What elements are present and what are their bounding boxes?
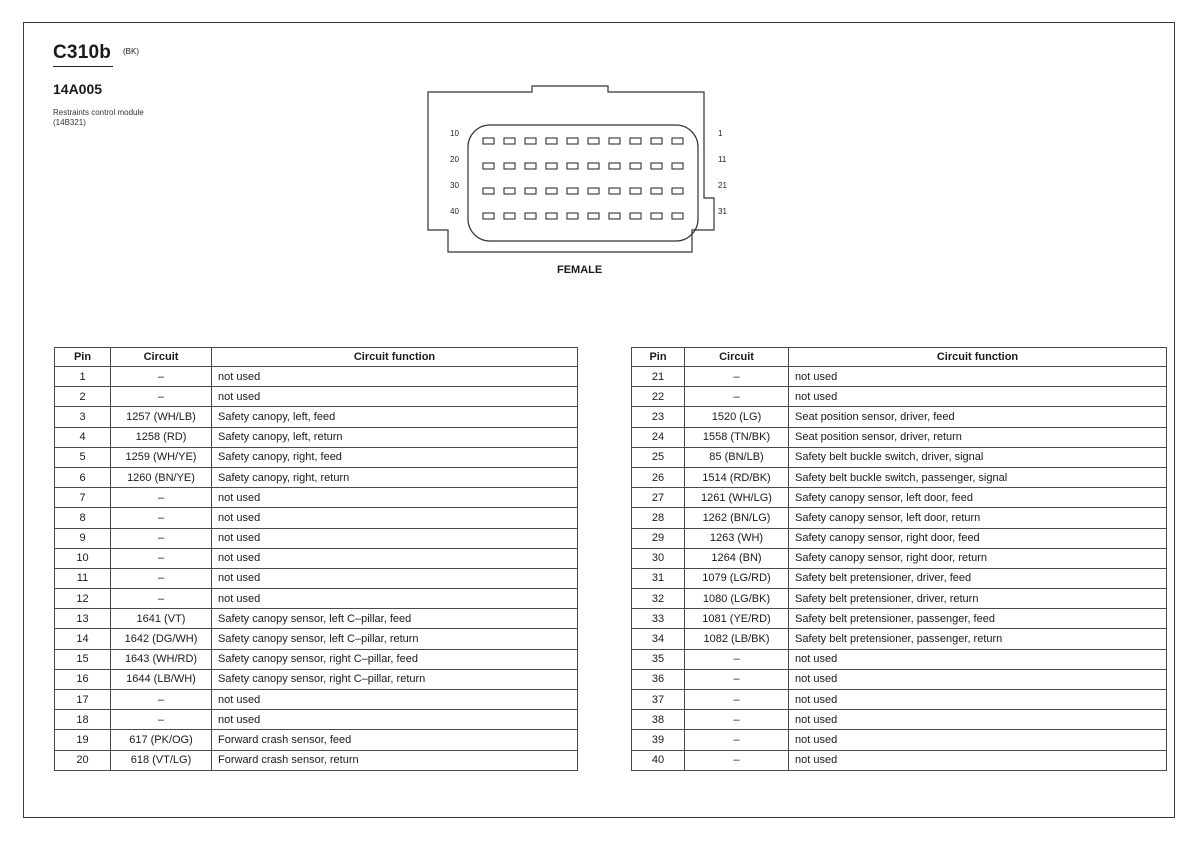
row-label-left: 40 [450, 207, 459, 216]
pin-cavity [525, 163, 536, 169]
function-cell: Safety canopy sensor, left door, feed [789, 488, 1167, 508]
function-cell: Safety belt pretensioner, driver, return [789, 589, 1167, 609]
function-cell: Safety belt pretensioner, passenger, feed [789, 609, 1167, 629]
pin-cell: 9 [55, 528, 111, 548]
pin-cavity [672, 213, 683, 219]
pin-cavity [567, 188, 578, 194]
table-row [55, 508, 578, 528]
pin-cavity [651, 188, 662, 194]
pin-cavity [672, 138, 683, 144]
table-row [632, 447, 1167, 467]
function-cell: not used [789, 750, 1167, 770]
table-row [632, 508, 1167, 528]
table-row [632, 367, 1167, 387]
table-row [632, 690, 1167, 710]
pin-cavity [672, 188, 683, 194]
connector-id: C310b [53, 42, 112, 63]
circuit-cell: 1263 (WH) [685, 528, 789, 548]
function-cell: Safety canopy, right, return [212, 467, 578, 487]
function-cell: Safety canopy sensor, left C–pillar, return [212, 629, 578, 649]
table-row [55, 750, 578, 770]
pin-cell: 29 [632, 528, 685, 548]
table-row [55, 548, 578, 568]
circuit-cell: 1644 (LB/WH) [111, 669, 212, 689]
pin-cell: 10 [55, 548, 111, 568]
circuit-cell: 1514 (RD/BK) [685, 467, 789, 487]
pin-cavity [630, 188, 641, 194]
circuit-cell: 618 (VT/LG) [111, 750, 212, 770]
pin-cavity [630, 138, 641, 144]
pin-cell: 31 [632, 568, 685, 588]
pin-cell: 39 [632, 730, 685, 750]
pin-cavity [651, 163, 662, 169]
module-description: Restraints control module (14B321) [53, 108, 144, 127]
connector-diagram [420, 80, 727, 265]
pin-cavity [546, 213, 557, 219]
table-row [55, 710, 578, 730]
function-cell: not used [212, 589, 578, 609]
table-header-row [632, 348, 1167, 367]
table-row [55, 649, 578, 669]
function-cell: not used [789, 730, 1167, 750]
connector-color-code: (BK) [123, 47, 139, 56]
function-cell: not used [789, 649, 1167, 669]
table-row [632, 730, 1167, 750]
circuit-cell: – [111, 710, 212, 730]
row-label-left: 20 [450, 155, 459, 164]
pin-table-left [54, 347, 578, 771]
function-cell: Seat position sensor, driver, return [789, 427, 1167, 447]
table-row [55, 589, 578, 609]
circuit-cell: – [685, 730, 789, 750]
header-function: Circuit function [212, 348, 578, 367]
circuit-cell: 1082 (LB/BK) [685, 629, 789, 649]
function-cell: Safety belt buckle switch, passenger, signal [789, 467, 1167, 487]
function-cell: Safety canopy, right, feed [212, 447, 578, 467]
header-circuit: Circuit [111, 348, 212, 367]
pin-cell: 12 [55, 589, 111, 609]
circuit-cell: 1260 (BN/YE) [111, 467, 212, 487]
table-row [55, 730, 578, 750]
function-cell: Safety canopy sensor, left door, return [789, 508, 1167, 528]
title-underline [53, 66, 113, 67]
table-row [632, 528, 1167, 548]
pin-cell: 17 [55, 690, 111, 710]
circuit-cell: 1642 (DG/WH) [111, 629, 212, 649]
pin-cell: 27 [632, 488, 685, 508]
table-row [55, 387, 578, 407]
function-cell: Safety canopy sensor, right door, return [789, 548, 1167, 568]
circuit-cell: 1558 (TN/BK) [685, 427, 789, 447]
circuit-cell: 85 (BN/LB) [685, 447, 789, 467]
pin-cell: 6 [55, 467, 111, 487]
pin-cavity [504, 188, 515, 194]
pin-cavity [546, 188, 557, 194]
pin-cell: 7 [55, 488, 111, 508]
pin-cavity [588, 213, 599, 219]
pin-cell: 37 [632, 690, 685, 710]
table-row [55, 528, 578, 548]
pin-cavity [609, 188, 620, 194]
circuit-cell: 1261 (WH/LG) [685, 488, 789, 508]
pin-cavity [651, 138, 662, 144]
pin-cell: 33 [632, 609, 685, 629]
row-label-right: 31 [718, 207, 727, 216]
row-label-right: 1 [718, 129, 723, 138]
function-cell: Safety canopy, left, feed [212, 407, 578, 427]
pin-cavity [630, 213, 641, 219]
function-cell: Safety canopy sensor, right C–pillar, return [212, 669, 578, 689]
table-row [55, 629, 578, 649]
function-cell: not used [212, 367, 578, 387]
function-cell: not used [212, 387, 578, 407]
pin-cavity [525, 138, 536, 144]
table-row [55, 467, 578, 487]
circuit-cell: – [111, 528, 212, 548]
function-cell: Safety canopy sensor, right C–pillar, feed [212, 649, 578, 669]
connector-cavity [468, 125, 698, 241]
pin-cell: 20 [55, 750, 111, 770]
pin-cell: 24 [632, 427, 685, 447]
function-cell: not used [212, 710, 578, 730]
header-function: Circuit function [789, 348, 1167, 367]
pin-cell: 2 [55, 387, 111, 407]
table-row [632, 649, 1167, 669]
pin-cell: 8 [55, 508, 111, 528]
pin-cell: 4 [55, 427, 111, 447]
circuit-cell: – [111, 568, 212, 588]
circuit-cell: 1262 (BN/LG) [685, 508, 789, 528]
table-row [55, 568, 578, 588]
pin-cell: 15 [55, 649, 111, 669]
pin-cavity [483, 213, 494, 219]
table-row [55, 447, 578, 467]
function-cell: not used [789, 367, 1167, 387]
table-row [632, 568, 1167, 588]
function-cell: Safety belt pretensioner, driver, feed [789, 568, 1167, 588]
circuit-cell: 1264 (BN) [685, 548, 789, 568]
pin-cavity [588, 163, 599, 169]
pin-cell: 25 [632, 447, 685, 467]
circuit-cell: 617 (PK/OG) [111, 730, 212, 750]
pin-cavity [546, 138, 557, 144]
function-cell: not used [212, 528, 578, 548]
pin-cavity [609, 163, 620, 169]
circuit-cell: – [685, 710, 789, 730]
function-cell: not used [789, 690, 1167, 710]
circuit-cell: – [111, 589, 212, 609]
circuit-cell: 1257 (WH/LB) [111, 407, 212, 427]
table-row [632, 548, 1167, 568]
pin-cavity [504, 138, 515, 144]
function-cell: not used [212, 488, 578, 508]
circuit-cell: – [685, 649, 789, 669]
function-cell: Forward crash sensor, return [212, 750, 578, 770]
circuit-cell: – [111, 387, 212, 407]
pin-cell: 28 [632, 508, 685, 528]
function-cell: not used [789, 669, 1167, 689]
pin-cell: 19 [55, 730, 111, 750]
pin-cell: 26 [632, 467, 685, 487]
pin-cavity [483, 188, 494, 194]
function-cell: not used [212, 568, 578, 588]
table-row [632, 407, 1167, 427]
circuit-cell: – [111, 548, 212, 568]
circuit-cell: 1643 (WH/RD) [111, 649, 212, 669]
pin-cavity [546, 163, 557, 169]
function-cell: not used [789, 710, 1167, 730]
pin-cell: 1 [55, 367, 111, 387]
pin-cell: 38 [632, 710, 685, 730]
table-row [632, 609, 1167, 629]
pin-cell: 34 [632, 629, 685, 649]
circuit-cell: 1641 (VT) [111, 609, 212, 629]
header-circuit: Circuit [685, 348, 789, 367]
pin-cell: 30 [632, 548, 685, 568]
header-pin: Pin [55, 348, 111, 367]
part-number: 14A005 [53, 81, 103, 97]
table-row [55, 407, 578, 427]
function-cell: not used [212, 690, 578, 710]
pin-cavity [630, 163, 641, 169]
pin-cavity [588, 188, 599, 194]
pin-cell: 40 [632, 750, 685, 770]
table-row [632, 427, 1167, 447]
pin-cell: 23 [632, 407, 685, 427]
row-label-left: 30 [450, 181, 459, 190]
pin-cavity [567, 213, 578, 219]
pin-cell: 13 [55, 609, 111, 629]
table-row [632, 387, 1167, 407]
pin-cavity [567, 138, 578, 144]
circuit-cell: – [685, 750, 789, 770]
pin-cell: 32 [632, 589, 685, 609]
table-row [632, 488, 1167, 508]
table-row [55, 427, 578, 447]
circuit-cell: – [685, 669, 789, 689]
table-row [632, 629, 1167, 649]
circuit-cell: 1258 (RD) [111, 427, 212, 447]
pin-cell: 35 [632, 649, 685, 669]
table-row [632, 589, 1167, 609]
pin-cavity [483, 163, 494, 169]
circuit-cell: 1259 (WH/YE) [111, 447, 212, 467]
circuit-cell: – [685, 367, 789, 387]
pin-cavity [609, 138, 620, 144]
pin-cell: 3 [55, 407, 111, 427]
table-header-row [55, 348, 578, 367]
pin-cell: 36 [632, 669, 685, 689]
pin-cell: 22 [632, 387, 685, 407]
circuit-cell: – [685, 387, 789, 407]
pin-cavity [588, 138, 599, 144]
connector-gender-label: FEMALE [557, 264, 603, 276]
pin-cell: 21 [632, 367, 685, 387]
function-cell: Forward crash sensor, feed [212, 730, 578, 750]
circuit-cell: 1520 (LG) [685, 407, 789, 427]
pin-cell: 11 [55, 568, 111, 588]
pin-cavity [504, 163, 515, 169]
circuit-cell: – [111, 488, 212, 508]
pin-cavity [504, 213, 515, 219]
pin-table-right [631, 347, 1167, 771]
header-pin: Pin [632, 348, 685, 367]
function-cell: Safety belt pretensioner, passenger, return [789, 629, 1167, 649]
function-cell: Safety canopy sensor, right door, feed [789, 528, 1167, 548]
table-row [55, 690, 578, 710]
function-cell: Seat position sensor, driver, feed [789, 407, 1167, 427]
pin-cavity [483, 138, 494, 144]
function-cell: not used [212, 508, 578, 528]
table-row [632, 669, 1167, 689]
pin-cavity [525, 188, 536, 194]
function-cell: Safety canopy, left, return [212, 427, 578, 447]
row-label-right: 11 [718, 155, 727, 164]
table-row [55, 367, 578, 387]
table-row [55, 609, 578, 629]
circuit-cell: – [111, 367, 212, 387]
table-row [55, 488, 578, 508]
circuit-cell: – [685, 690, 789, 710]
pin-cell: 16 [55, 669, 111, 689]
table-row [632, 750, 1167, 770]
function-cell: not used [212, 548, 578, 568]
circuit-cell: 1079 (LG/RD) [685, 568, 789, 588]
circuit-cell: – [111, 690, 212, 710]
pin-cavity [525, 213, 536, 219]
function-cell: not used [789, 387, 1167, 407]
row-label-left: 10 [450, 129, 459, 138]
function-cell: Safety belt buckle switch, driver, signal [789, 447, 1167, 467]
pin-cavity [609, 213, 620, 219]
table-row [632, 467, 1167, 487]
circuit-cell: – [111, 508, 212, 528]
table-row [632, 710, 1167, 730]
pin-cavity [567, 163, 578, 169]
table-row [55, 669, 578, 689]
pin-cell: 14 [55, 629, 111, 649]
pin-cell: 5 [55, 447, 111, 467]
function-cell: Safety canopy sensor, left C–pillar, feed [212, 609, 578, 629]
pin-cell: 18 [55, 710, 111, 730]
row-label-right: 21 [718, 181, 727, 190]
circuit-cell: 1080 (LG/BK) [685, 589, 789, 609]
circuit-cell: 1081 (YE/RD) [685, 609, 789, 629]
pin-cavity [651, 213, 662, 219]
pin-cavity [672, 163, 683, 169]
